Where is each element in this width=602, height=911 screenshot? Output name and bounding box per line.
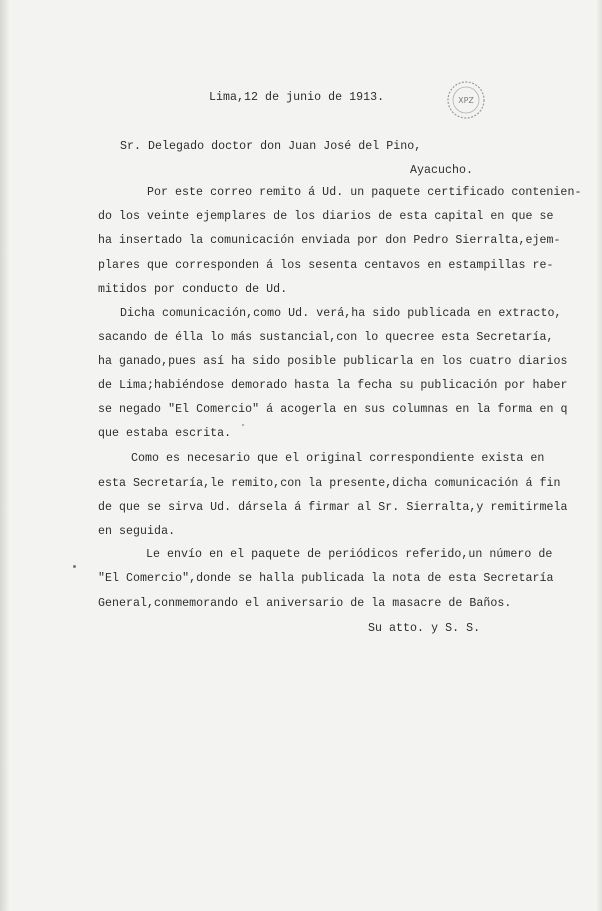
ink-speck xyxy=(73,565,76,568)
paragraph-4-line: Le envío en el paquete de periódicos referido,un número de xyxy=(146,548,553,561)
archive-stamp-icon xyxy=(446,80,486,120)
paragraph-1-line: ha insertado la comunicación enviada por don Pedro Sierralta,ejem- xyxy=(98,234,561,247)
paragraph-3-line: de que se sirva Ud. dársela á firmar al Sr. Sierralta,y remitirmela xyxy=(98,501,568,514)
paragraph-1-line: do los veinte ejemplares de los diarios de esta capital en que se xyxy=(98,210,554,223)
paragraph-1-line: Por este correo remito á Ud. un paquete certificado contenien- xyxy=(147,186,582,199)
paragraph-3-line: en seguida. xyxy=(98,525,176,538)
paragraph-3-line: Como es necesario que el original correspondiente exista en xyxy=(131,452,545,465)
paragraph-4-line: "El Comercio",donde se halla publicada la nota de esta Secretaría xyxy=(98,572,554,585)
paragraph-2-line: de Lima;habiéndose demorado hasta la fecha su publicación por haber xyxy=(98,379,568,392)
stamp-text: XPZ xyxy=(458,96,474,105)
addressee-city: Ayacucho. xyxy=(410,164,474,177)
paragraph-2-line: Dicha comunicación,como Ud. verá,ha sido publicada en extracto, xyxy=(120,307,562,320)
ink-speck xyxy=(242,424,244,426)
paragraph-1-line: mitidos por conducto de Ud. xyxy=(98,283,288,296)
paragraph-3-line: esta Secretaría,le remito,con la presente,dicha comunicación á fin xyxy=(98,477,561,490)
addressee: Sr. Delegado doctor don Juan José del Pino, xyxy=(120,140,422,153)
paragraph-2-line: ha ganado,pues así ha sido posible publicarla en los cuatro diarios xyxy=(98,355,568,368)
letter-date: Lima,12 de junio de 1913. xyxy=(209,91,385,104)
paragraph-1-line: plares que corresponden á los sesenta centavos en estampillas re- xyxy=(98,259,554,272)
closing-salutation: Su atto. y S. S. xyxy=(368,622,481,635)
paragraph-2-line: sacando de élla lo más sustancial,con lo quecree esta Secretaría, xyxy=(98,331,554,344)
paragraph-4-line: General,conmemorando el aniversario de la masacre de Baños. xyxy=(98,597,512,610)
paragraph-2-line: que estaba escrita. xyxy=(98,427,232,440)
paragraph-2-line: se negado "El Comercio" á acogerla en sus columnas en la forma en q xyxy=(98,403,568,416)
